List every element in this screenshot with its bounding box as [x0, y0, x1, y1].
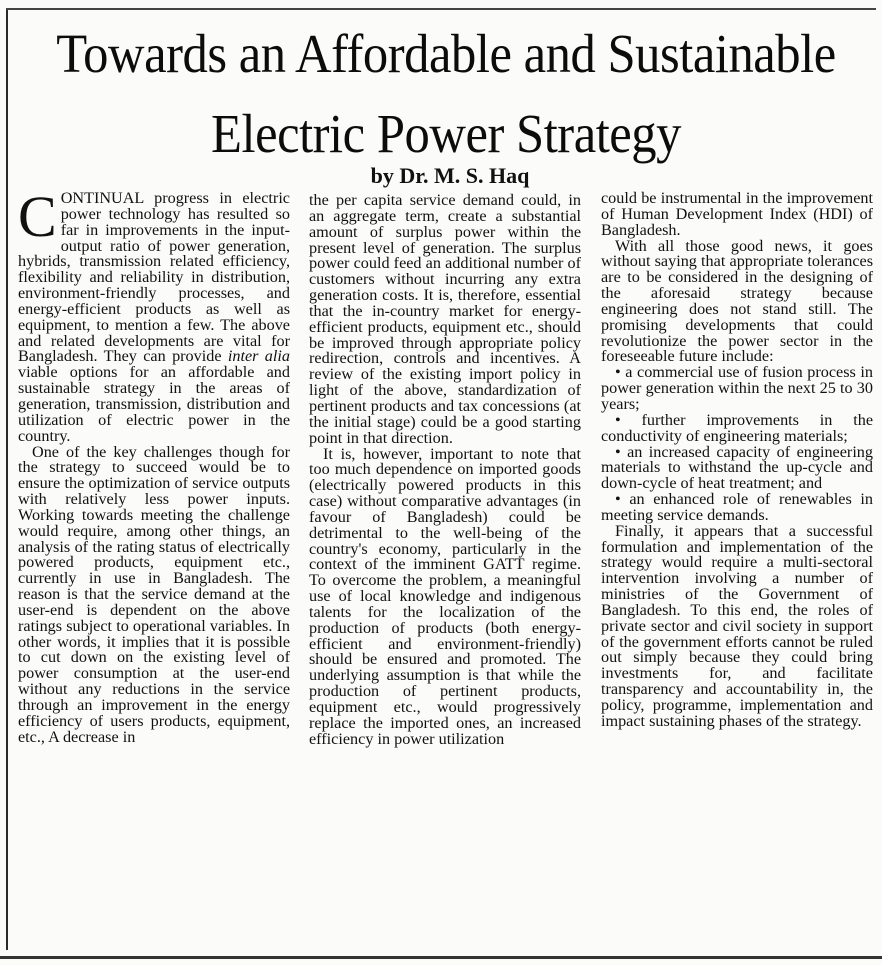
top-border-rule [6, 8, 876, 10]
article-column-1 [18, 184, 290, 746]
paragraph-text: viable options for an affordable and sustainable strategy in the areas of generation, transmission, distribution and utilization of electric power in the country. [18, 363, 290, 445]
bullet-item: • a commercial use of fusion process in power generation within the next 25 to 30 years; [601, 363, 873, 413]
bullet-item: • further improvements in the conductivity of engineering materials; [601, 410, 873, 445]
paragraph: One of the key challenges though for the strategy to succeed would be to ensure the optimization of service outputs with relatively less power inputs. Working towards meeting the challenge would require, among other things, an analysis of the rating status of electrically powered products, equipment etc., currently in use in Bangladesh. The reason is that the service demand at the user-end is dependent on the above ratings subject to operational variables. In other words, it implies that it is possible to cut down on the existing level of power consumption at the user-end without any reductions in the service through an improvement in the energy efficiency of users products, equipment, etc., A decrease in [18, 442, 290, 746]
paragraph: Finally, it appears that a successful formulation and implementation of the strategy would require a multi-sectoral intervention involving a number of ministries of the Government of Bangladesh. To this end, the roles of private sector and civil society in support of the government efforts cannot be ruled out simply because they could bring investments for, and facilitate transparency and accountability in, the policy, programme, implementation and impact sustaining phases of the strategy. [601, 521, 873, 730]
italic-phrase: inter alia [227, 347, 290, 366]
headline-line-1: Towards an Affordable and Sustainable [56, 23, 836, 84]
paragraph-text: ONTINUAL progress in electric power technology has resulted so far in improvements in the input-output ratio of power generation, hybrids, transmission related efficiency, flexibility and reliability in distribution, environment-friendly processes, and energy-efficient products as well as equipment, to mention a few. The above and related developments are vital for Bangladesh. They can provide [18, 189, 290, 366]
headline-line-2: Electric Power Strategy [211, 103, 681, 164]
drop-cap: C [18, 184, 57, 249]
paragraph: the per capita service demand could, in an aggregate term, create a substantial amount of surplus power within the present level of generation. The surplus power could feed an additional number of customers without incurring any extra generation costs. It is, therefore, essential that the in-country market for energy-efficient products, equipment etc., should be improved through appropriate policy redirection, controls and incentives. A review of the existing import policy in light of the above, standardization of pertinent products and tax concessions (at the initial stage) could be a good starting point in that direction. [309, 191, 581, 447]
paragraph: could be instrumental in the improvement of Human Development Index (HDI) of Bangladesh. [601, 189, 873, 239]
paragraph: With all those good news, it goes without saying that appropriate tolerances are to be considered in the designing of the aforesaid strategy because engineering does not stand still. The promising developments that could revolutionize the power sector in the foreseeable future include: [601, 236, 873, 366]
article-headline [49, 14, 844, 174]
article-column-3 [601, 191, 873, 730]
paragraph [18, 184, 290, 445]
article-column-2 [309, 193, 581, 748]
bottom-border-rule [0, 956, 882, 959]
paragraph: It is, however, important to note that too much dependence on imported goods (electrically powered products in this case) without comparative advantages (in favour of Bangladesh) could be detrimental to the well-being of the country's economy, particularly in the context of the imminent GATT regime. To overcome the problem, a meaningful use of local knowledge and indigenous talents for the localization of the production of products (both energy-efficient and environment-friendly) should be ensured and promoted. The underlying assumption is that while the production of pertinent products, equipment etc., would progressively replace the imported ones, an increased efficiency in power utilization [309, 444, 581, 748]
left-border-rule [6, 10, 8, 950]
bullet-item: • an increased capacity of engineering materials to withstand the up-cycle and down-cycle of heat treatment; and [601, 442, 873, 493]
bullet-item: • an enhanced role of renewables in meeting service demands. [601, 490, 873, 524]
article-byline: by Dr. M. S. Haq [370, 163, 530, 188]
